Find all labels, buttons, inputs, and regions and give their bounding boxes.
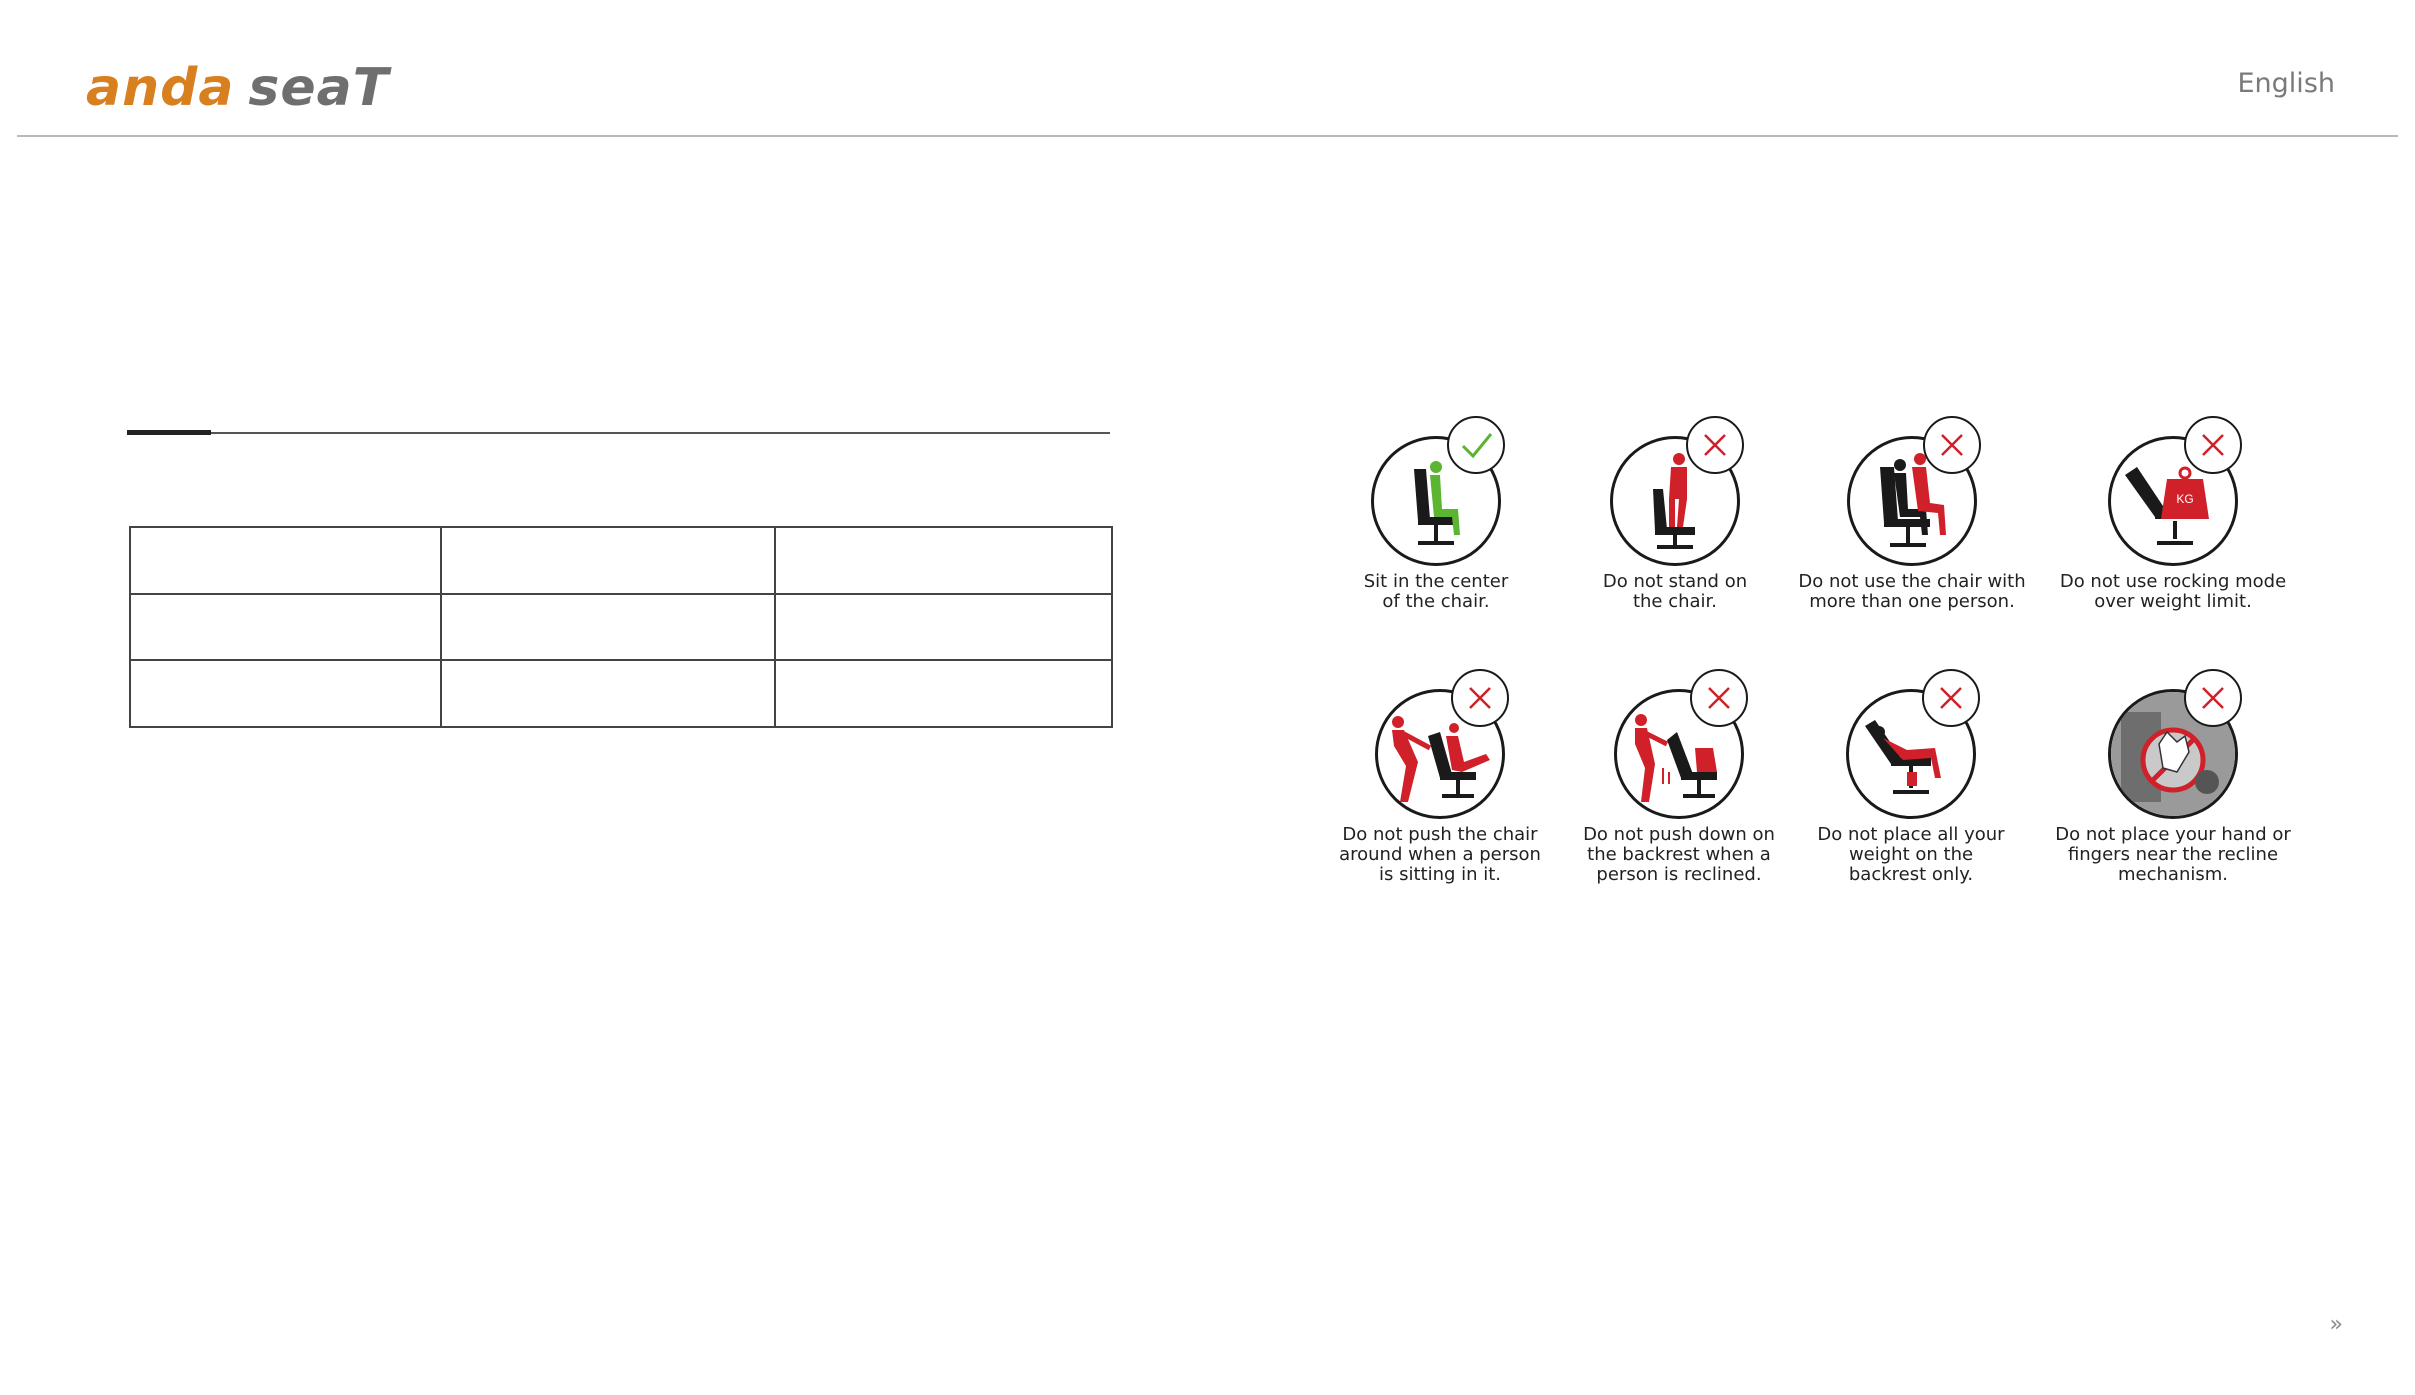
table-cell [130, 660, 441, 727]
safety-tile [1781, 669, 2041, 885]
safety-caption: Do not push the chair around when a person is sitting in it. [1339, 824, 1541, 885]
safety-tile [1306, 416, 1566, 612]
cross-badge-icon [2184, 416, 2242, 474]
cross-badge-icon [1451, 669, 1509, 727]
table-cell [441, 594, 775, 661]
logo-word-seat: seaT [248, 58, 390, 118]
header-divider [17, 135, 2398, 137]
cross-badge-icon [1922, 669, 1980, 727]
table-cell [130, 594, 441, 661]
cross-badge-icon [1923, 416, 1981, 474]
brand-logo[interactable] [86, 58, 389, 118]
table-row [130, 527, 1112, 594]
safety-tile [1782, 416, 2042, 612]
table-cell [775, 527, 1112, 594]
safety-caption: Do not use the chair with more than one person. [1798, 571, 2026, 612]
safety-caption: Do not place all your weight on the backrest only. [1817, 824, 2005, 885]
safety-tile [1545, 416, 1805, 612]
table-cell [441, 527, 775, 594]
table-cell [441, 660, 775, 727]
check-badge-icon [1447, 416, 1505, 474]
safety-caption: Do not place your hand or fingers near the recline mechanism. [2055, 824, 2291, 885]
spec-table [129, 526, 1113, 728]
next-page-icon[interactable]: » [2329, 1312, 2343, 1337]
section-rule [127, 432, 1110, 434]
section-rule-accent [127, 430, 211, 435]
safety-tile [2043, 416, 2303, 612]
cross-badge-icon [1690, 669, 1748, 727]
cross-badge-icon [1686, 416, 1744, 474]
table-cell [130, 527, 441, 594]
table-row [130, 660, 1112, 727]
safety-tile [2043, 669, 2303, 885]
safety-caption: Sit in the center of the chair. [1363, 571, 1509, 612]
safety-tile [1549, 669, 1809, 885]
table-cell [775, 660, 1112, 727]
logo-word-anda: anda [86, 58, 235, 118]
safety-caption: Do not stand on the chair. [1602, 571, 1748, 612]
language-selector[interactable]: English [2237, 68, 2335, 99]
table-row [130, 594, 1112, 661]
table-cell [775, 594, 1112, 661]
safety-caption: Do not use rocking mode over weight limit. [2059, 571, 2287, 612]
cross-badge-icon [2184, 669, 2242, 727]
safety-tile [1310, 669, 1570, 885]
svg-text:KG: KG [2176, 492, 2194, 506]
safety-caption: Do not push down on the backrest when a person is reclined. [1583, 824, 1775, 885]
